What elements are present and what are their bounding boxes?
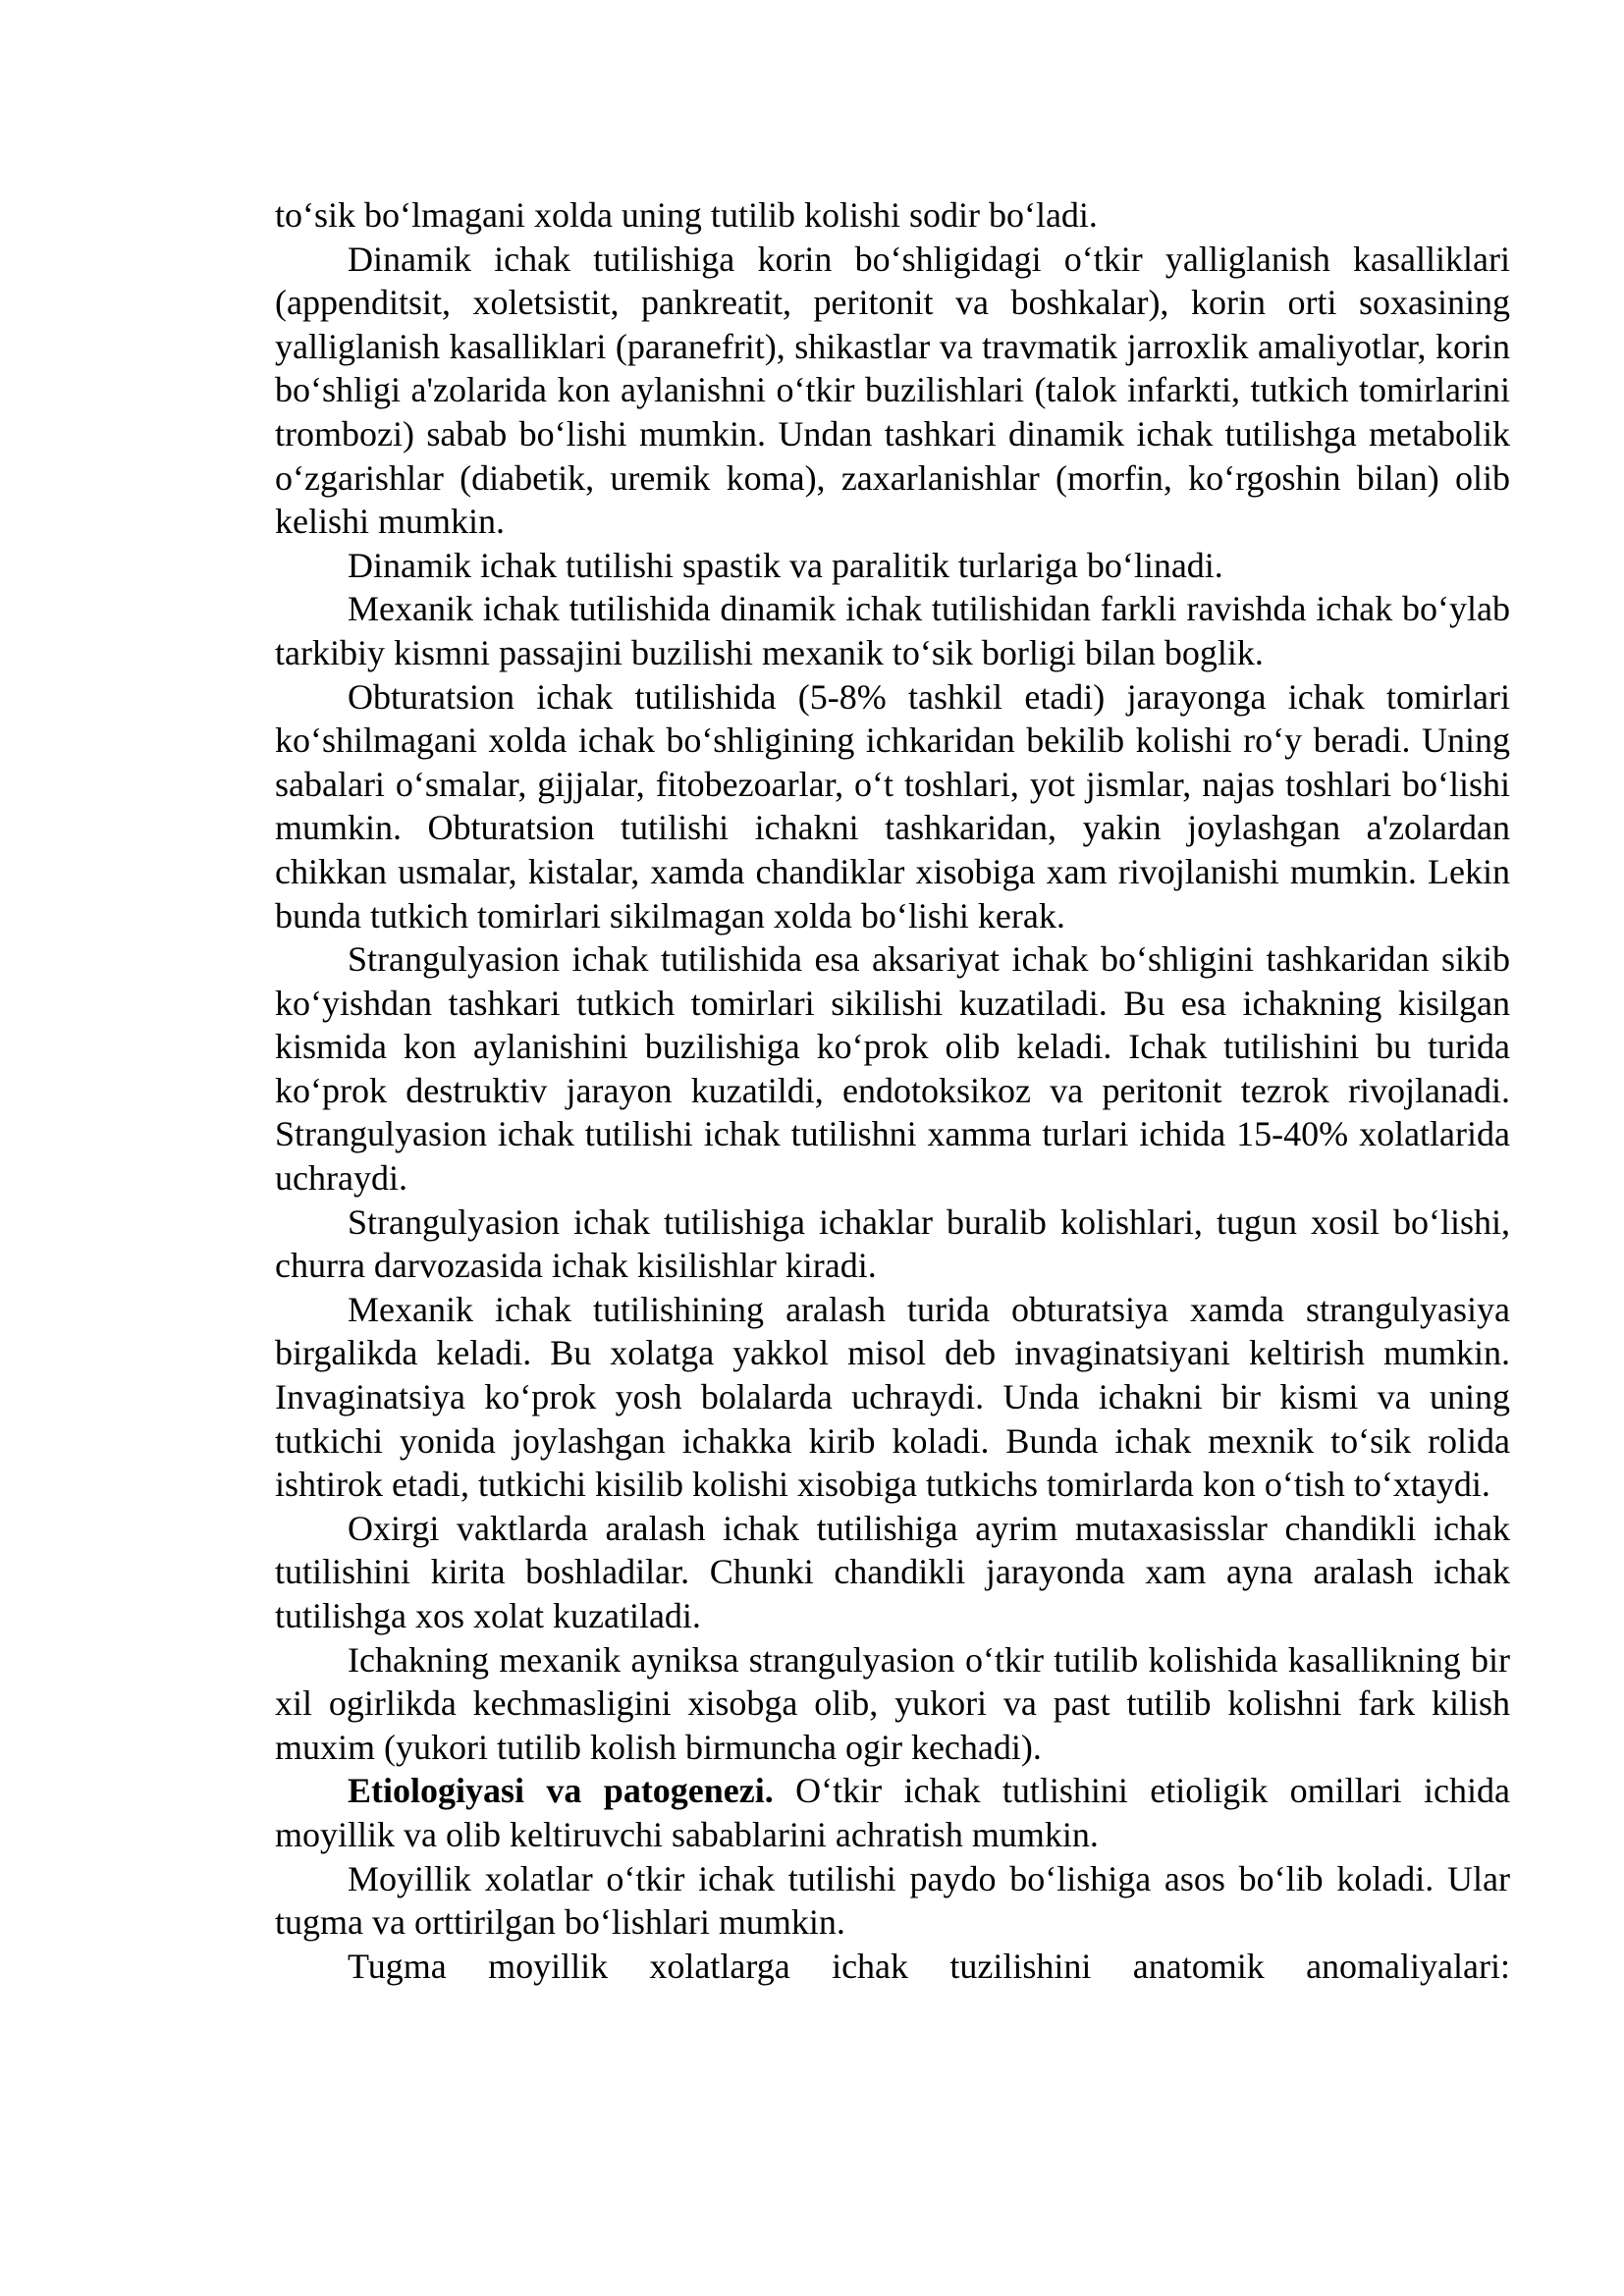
paragraph-mechanical: Mexanik ichak tutilishida dinamik ichak tutilishidan farkli ravishda ichak bo‘ylab tarkibiy kismni passajini buzilishi mexanik to‘sik borligi bilan boglik.	[275, 589, 1510, 672]
paragraph-high-low: Ichakning mexanik ayniksa strangulyasion o‘tkir tutilib kolishida kasallikning bir xil ogirlikda kechmasligini xisobga olib, yukori va past tutilib kolishni fark kilish muxim (yukori tutilib kolish birmuncha ogir kechadi).	[275, 1639, 1510, 1767]
paragraph-predisposition: Moyillik xolatlar o‘tkir ichak tutilishi paydo bo‘lishiga asos bo‘lib koladi. Ular tugma va orttirilgan bo‘lishlari mumkin.	[275, 1858, 1510, 1943]
paragraph-strangulation-causes: Strangulyasion ichak tutilishiga ichaklar buralib kolishlari, tugun xosil bo‘lishi, churra darvozasida ichak kisilishlar kiradi.	[275, 1201, 1510, 1286]
paragraph-dynamic-types: Dinamik ichak tutilishi spastik va paralitik turlariga bo‘linadi.	[348, 545, 1223, 585]
paragraph-obturation: Obturatsion ichak tutilishida (5-8% tashkil etadi) jarayonga ichak tomirlari ko‘shilmagani xolda ichak bo‘shligining ichkaridan bekilib kolishi ro‘y beradi. Uning sabalari o‘smalar, gijjalar, fitobezoarlar, o‘t toshlari, yot jismlar, najas toshlari bo‘lishi mumkin. Obturatsion tutilishi ichakni tashkaridan, yakin joylashgan a'zolardan chikkan usmalar, kistalar, xamda chandiklar xisobiga xam rivojlanishi mumkin. Lekin bunda tutkich tomirlari sikilmagan xolda bo‘lishi kerak.	[275, 676, 1510, 935]
document-page	[275, 193, 1510, 1988]
paragraph-continuation: to‘sik bo‘lmagani xolda uning tutilib kolishi sodir bo‘ladi.	[275, 195, 1098, 235]
paragraph-strangulation: Strangulyasion ichak tutilishida esa aksariyat ichak bo‘shligini tashkaridan sikib ko‘yishdan tashkari tutkich tomirlari sikilishi kuzatiladi. Bu esa ichakning kisilgan kismida kon aylanishini buzilishiga ko‘prok olib keladi. Ichak tutilishini bu turida ko‘prok destruktiv jarayon kuzatildi, endotoksikoz va peritonit tezrok rivojlanadi. Strangulyasion ichak tutilishi ichak tutilishni xamma turlari ichida 15-40% xolatlarida uchraydi.	[275, 939, 1510, 1199]
paragraph-adhesive: Oxirgi vaktlarda aralash ichak tutilishiga ayrim mutaxasisslar chandikli ichak tutilishini kirita boshladilar. Chunki chandikli jarayonda xam ayna aralash ichak tutilishga xos xolat kuzatiladi.	[275, 1508, 1510, 1635]
paragraph-dynamic-causes: Dinamik ichak tutilishiga korin bo‘shligidagi o‘tkir yalliglanish kasalliklari (appenditsit, xoletsistit, pankreatit, peritonit va boshkalar), korin orti soxasining yalliglanish kasalliklari (paranefrit), shikastlar va travmatik jarroxlik amaliyotlar, korin bo‘shligi a'zolarida kon aylanishni o‘tkir buzilishlari (talok infarkti, tutkich tomirlarini trombozi) sabab bo‘lishi mumkin. Undan tashkari dinamik ichak tutilishga metabolik o‘zgarishlar (diabetik, uremik koma), zaxarlanishlar (morfin, ko‘rgoshin bilan) olib kelishi mumkin.	[275, 239, 1510, 542]
paragraph-congenital: Tugma moyillik xolatlarga ichak tuzilishini anatomik anomaliyalari:	[348, 1946, 1510, 1986]
section-heading-etiology: Etiologiyasi va patogenezi.	[348, 1771, 774, 1811]
paragraph-mixed-type: Mexanik ichak tutilishining aralash turida obturatsiya xamda strangulyasiya birgalikda keladi. Bu xolatga yakkol misol deb invaginatsiyani keltirish mumkin. Invaginatsiya ko‘prok yosh bolalarda uchraydi. Unda ichakni bir kismi va uning tutkichi yonida joylashgan ichakka kirib koladi. Bunda ichak mexnik to‘sik rolida ishtirok etadi, tutkichi kisilib kolishi xisobiga tutkichs tomirlarda kon o‘tish to‘xtaydi.	[275, 1289, 1510, 1505]
paragraph-etiology-text: O‘tkir ichak tutlishini etioligik omillari ichida moyillik va olib keltiruvchi sabablarini achratish mumkin.	[275, 1771, 1510, 1854]
paragraph-etiology	[275, 1769, 1510, 1856]
